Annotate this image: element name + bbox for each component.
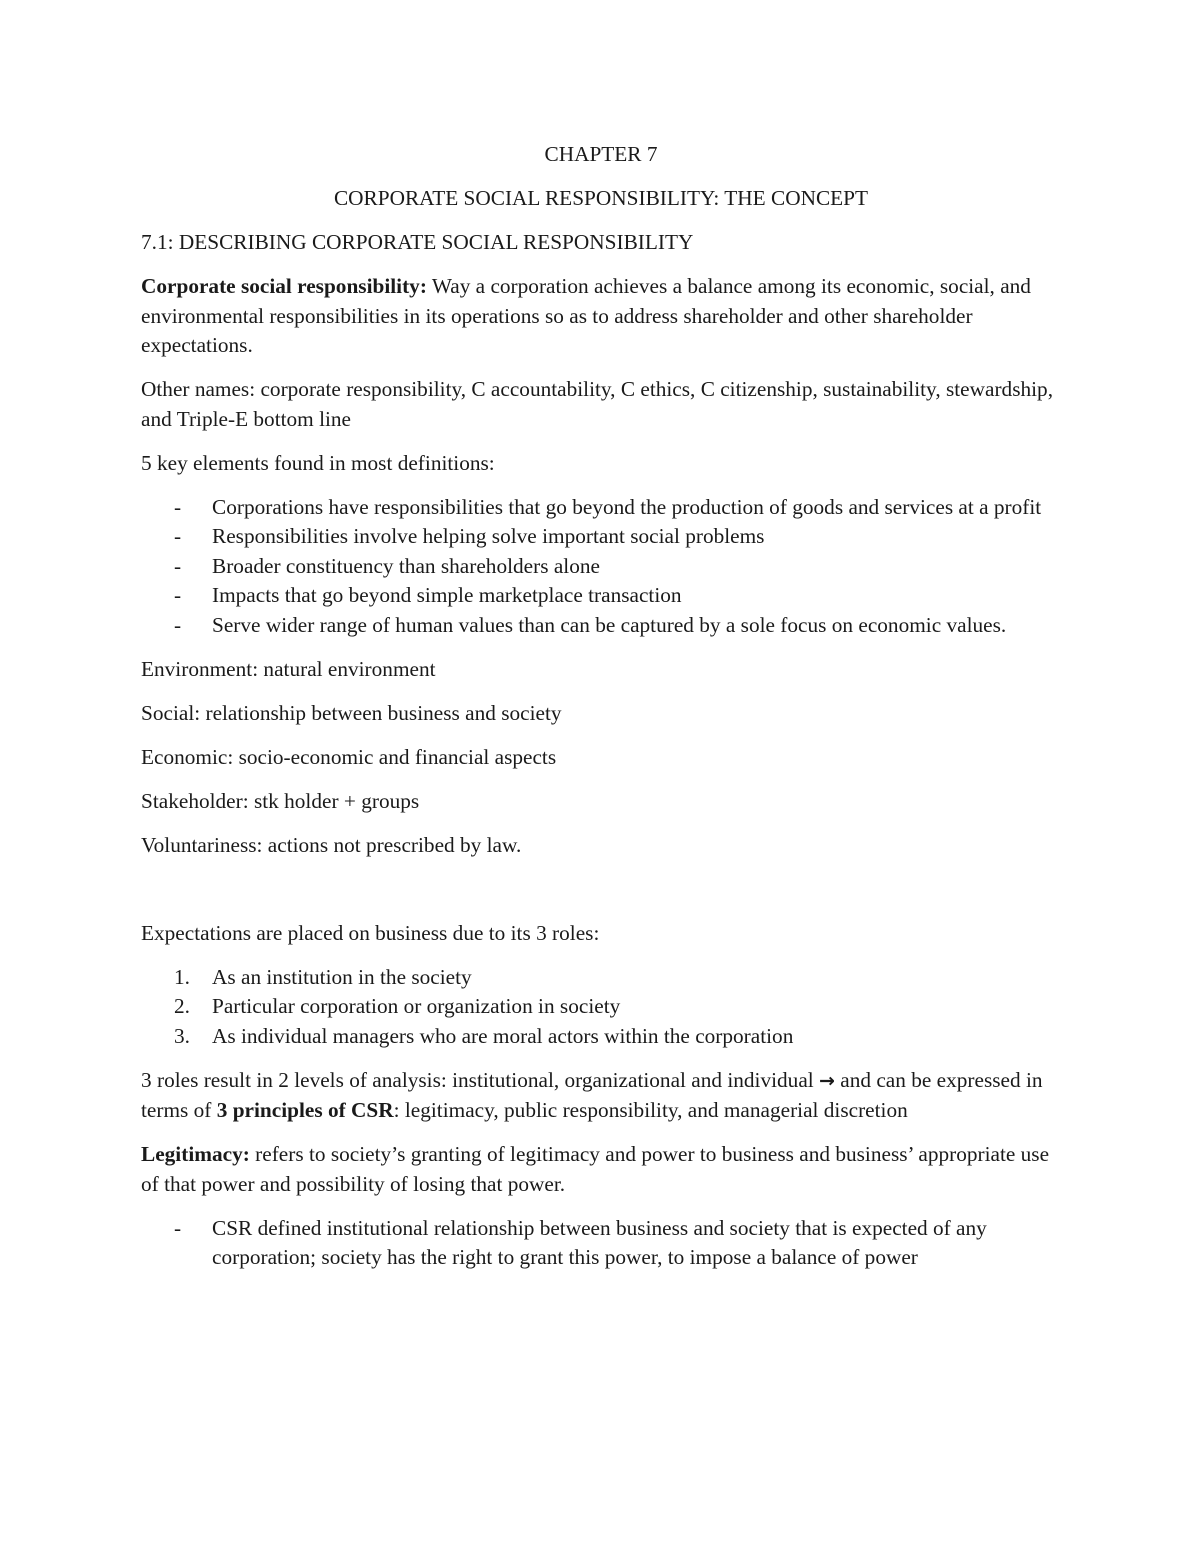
- dash-marker: -: [174, 583, 182, 607]
- right-arrow-icon: →: [819, 1069, 835, 1092]
- key-elements-intro: 5 key elements found in most definitions:: [141, 450, 495, 475]
- csr-definition-term: Corporate social responsibility:: [141, 274, 427, 298]
- list-item: [141, 581, 1061, 611]
- list-item-text: As an institution in the society: [212, 964, 472, 989]
- list-item-text: As individual managers who are moral actors within the corporation: [212, 1023, 794, 1048]
- list-item: [141, 1214, 1061, 1273]
- section-heading: 7.1: DESCRIBING CORPORATE SOCIAL RESPONSIBILITY: [141, 230, 694, 254]
- list-item-text: Broader constituency than shareholders alone: [212, 553, 600, 578]
- dimension-stakeholder: Stakeholder: stk holder + groups: [141, 788, 420, 813]
- analysis-paragraph: [141, 1066, 1061, 1126]
- dash-marker: -: [174, 553, 182, 578]
- csr-definition: [141, 272, 1061, 361]
- list-item: [141, 963, 1061, 993]
- list-item: [141, 611, 1061, 641]
- dash-marker: -: [174, 524, 182, 548]
- legitimacy-term: Legitimacy:: [141, 1142, 250, 1166]
- list-item: [141, 992, 1061, 1022]
- analysis-text-1: 3 roles result in 2 levels of analysis: institutional, organizational and individual: [141, 1067, 820, 1092]
- list-item: [141, 522, 1061, 552]
- dash-marker: -: [174, 494, 182, 519]
- roles-intro: Expectations are placed on business due to its 3 roles:: [141, 920, 600, 945]
- dash-marker: -: [174, 1215, 182, 1240]
- list-item: [141, 1022, 1061, 1052]
- roles-list: [141, 963, 1061, 1052]
- key-elements-list: [141, 493, 1061, 641]
- chapter-label: CHAPTER 7: [544, 142, 658, 166]
- other-names: Other names: corporate responsibility, C accountability, C ethics, C citizenship, sustainability, stewardship, and Triple-E bottom line: [141, 377, 1054, 431]
- list-item-text: Corporations have responsibilities that go beyond the production of goods and services at a profit: [212, 494, 1042, 519]
- dimension-economic: Economic: socio-economic and financial aspects: [141, 744, 557, 769]
- list-item-text: Impacts that go beyond simple marketplace transaction: [212, 583, 682, 607]
- number-marker: 1.: [174, 964, 190, 989]
- analysis-text-2: and can be expressed in terms of: [141, 1067, 1043, 1122]
- list-item: [141, 552, 1061, 582]
- dash-marker: -: [174, 612, 182, 637]
- number-marker: 3.: [174, 1023, 190, 1048]
- legitimacy-text: refers to society’s granting of legitimacy and power to business and business’ appropriate use of that power and possibility of losing that power.: [141, 1142, 1050, 1196]
- csr-definition-text: Way a corporation achieves a balance among its economic, social, and environmental responsibilities in its operations so as to address shareholder and other shareholder expectations.: [141, 274, 1031, 357]
- chapter-title: CORPORATE SOCIAL RESPONSIBILITY: THE CONCEPT: [333, 186, 869, 210]
- number-marker: 2.: [174, 994, 190, 1018]
- list-item: [141, 493, 1061, 523]
- analysis-text-3: : legitimacy, public responsibility, and managerial discretion: [393, 1098, 908, 1122]
- blank-line: [141, 875, 1061, 919]
- legitimacy-definition: [141, 1140, 1061, 1199]
- legitimacy-list: [141, 1214, 1061, 1273]
- dimension-voluntariness: Voluntariness: actions not prescribed by law.: [141, 832, 522, 857]
- list-item-text: Particular corporation or organization in society: [212, 994, 621, 1018]
- csr-principles-bold: 3 principles of CSR: [216, 1098, 394, 1122]
- dimension-social: Social: relationship between business and society: [141, 700, 562, 725]
- list-item-text: Responsibilities involve helping solve important social problems: [212, 524, 765, 548]
- list-item-text: Serve wider range of human values than can be captured by a sole focus on economic values.: [212, 612, 1007, 637]
- dimension-environment: Environment: natural environment: [141, 656, 436, 681]
- document-page: [141, 140, 1061, 1287]
- list-item-text: CSR defined institutional relationship between business and society that is expected of any corporation; society has the right to grant this power, to impose a balance of power: [212, 1215, 987, 1269]
